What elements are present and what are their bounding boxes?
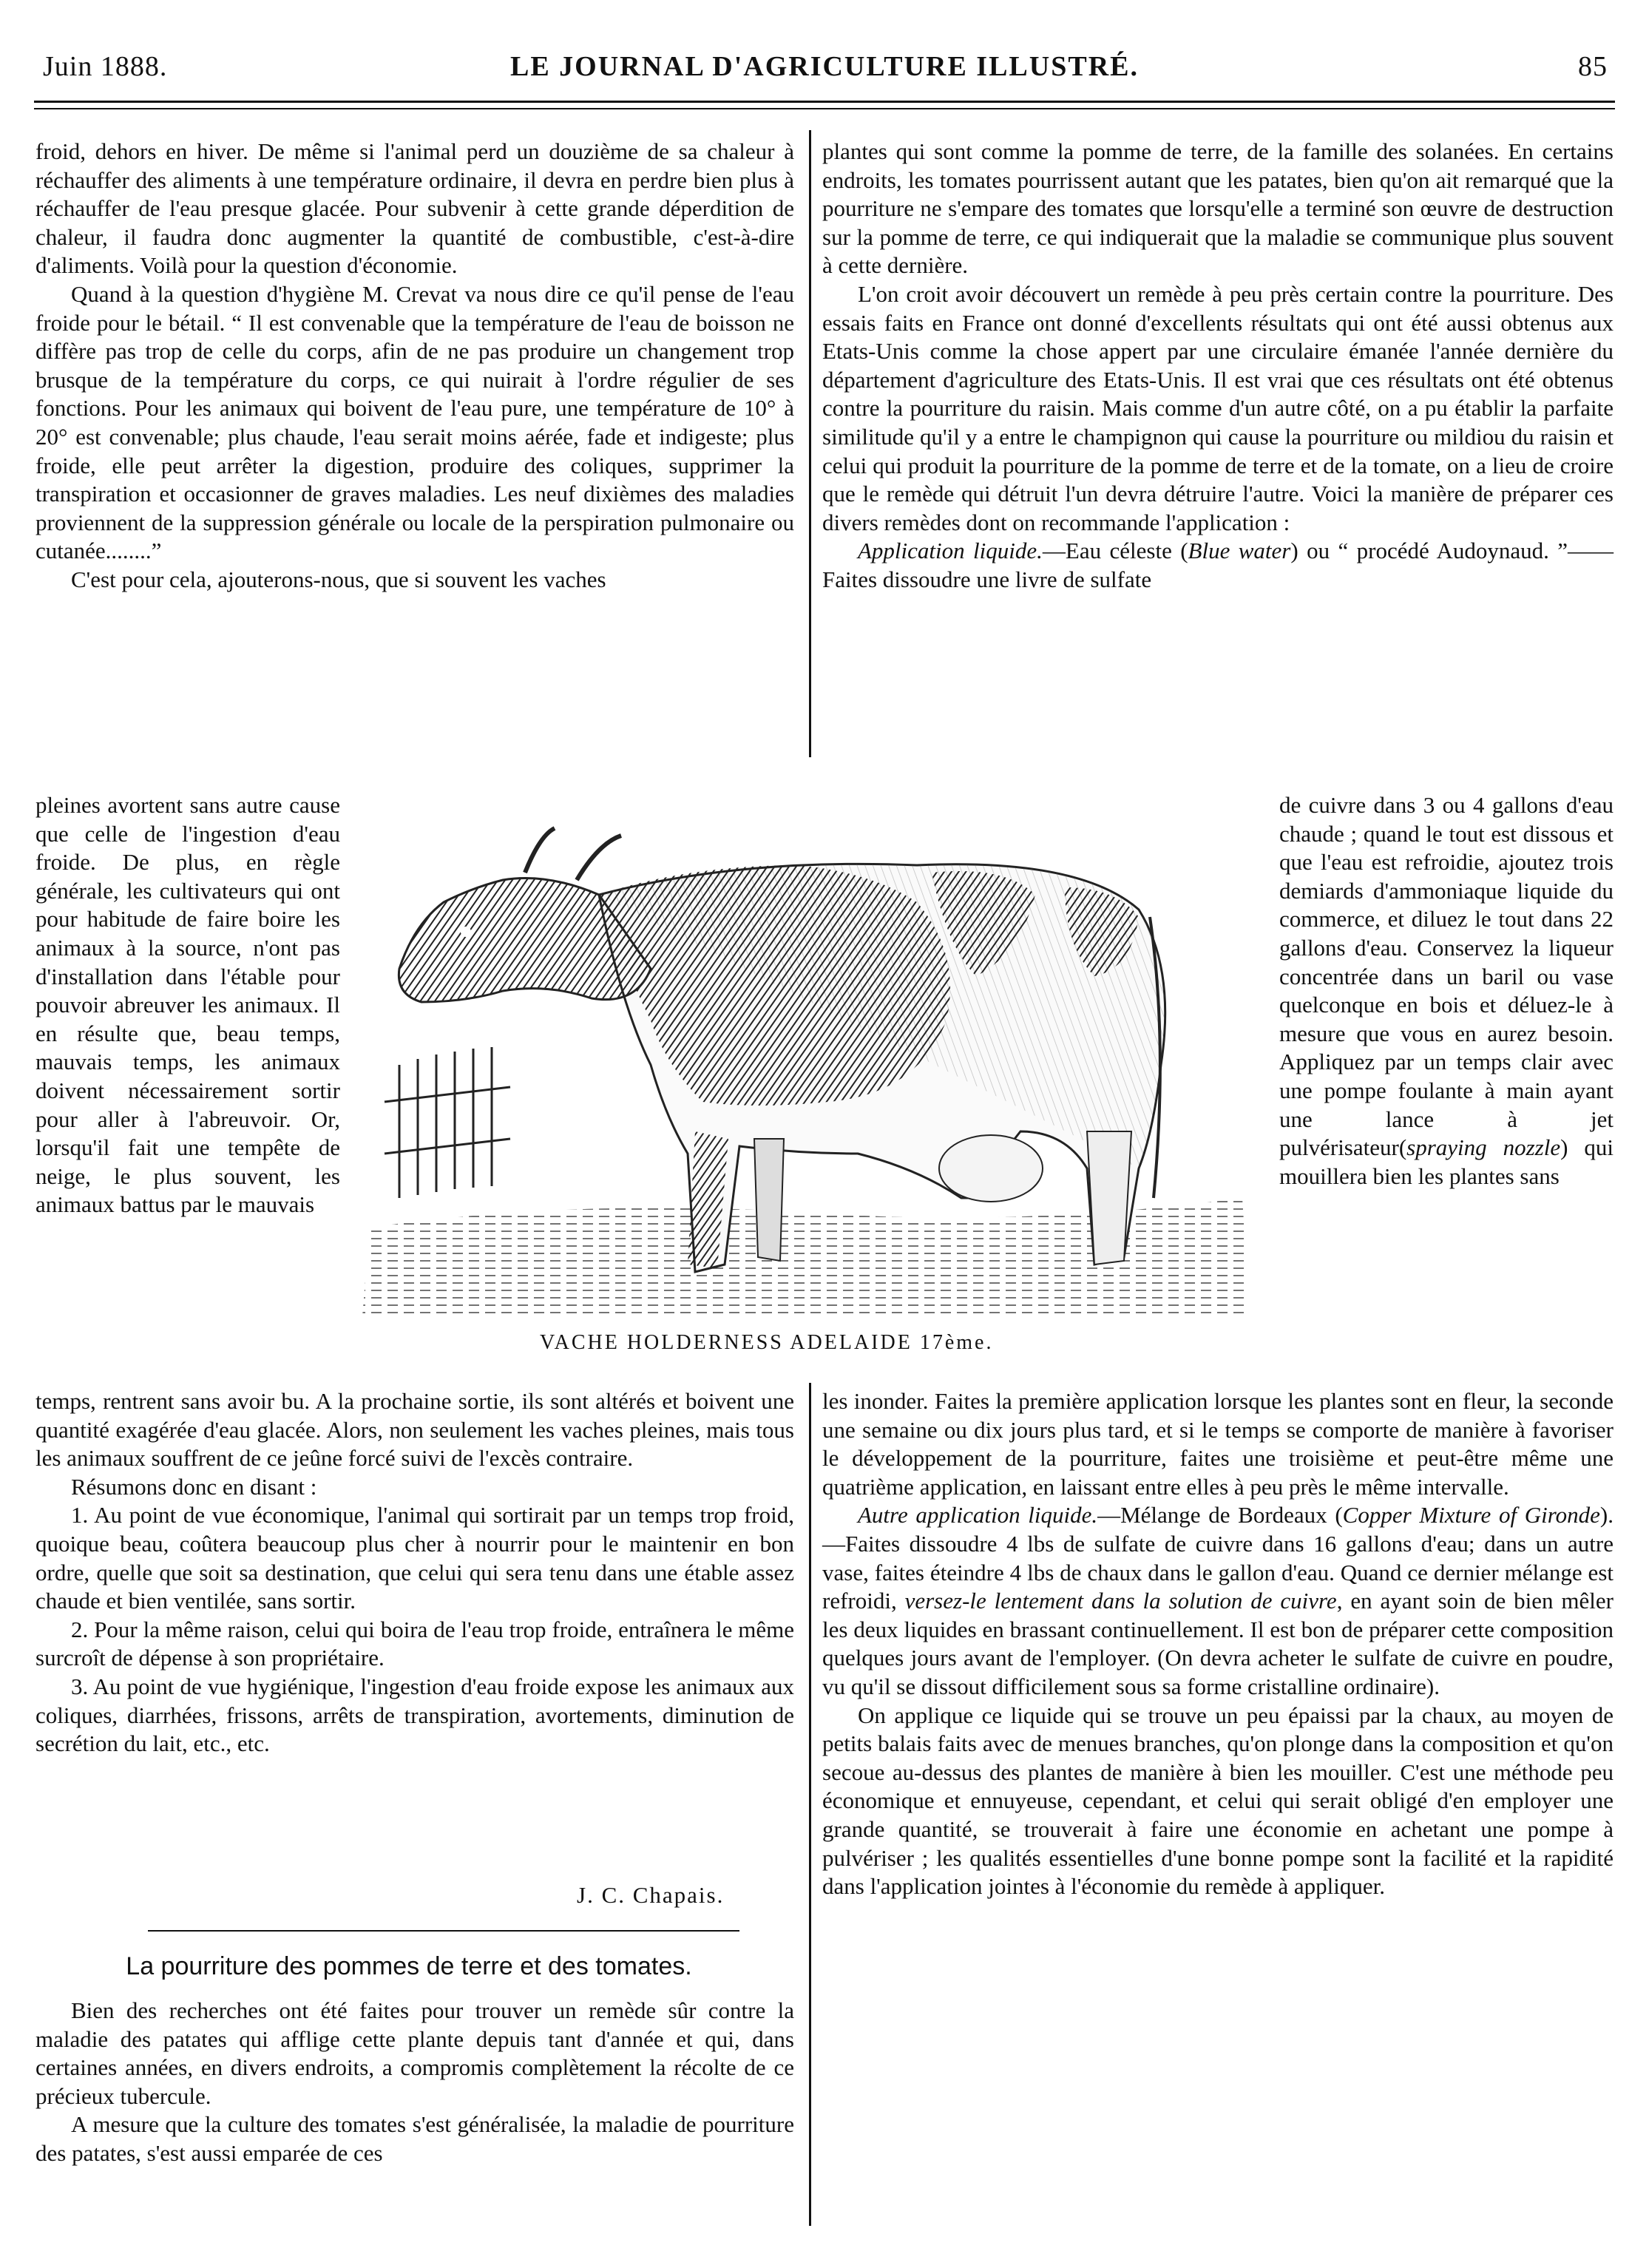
cow-illustration [355, 784, 1272, 1324]
paragraph: L'on croit avoir découvert un remède à peu près certain contre la pourriture. Des essais faits en France ont donné d'excellents résultats qui ont été aussi obtenus aux Etats-Unis comme la chose appert par une circulaire émanée l'année dernière du département d'agriculture des Etats-Unis. Il est vrai que ces résultats ont été obtenus contre la pourriture du raisin. Mais comme d'un autre côté, on a pu établir la parfaite similitude qu'il y a entre le champignon qui cause la pourriture ou mildiou du raisin et celui qui produit la pourriture de la pomme de terre et de la tomate, on a lieu de croire que le remède qui détruit l'un devra détruire l'autre. Voici la manière de préparer ces divers remèdes dont on recommande l'application : [822, 280, 1614, 535]
paragraph: Résumons donc en disant : [71, 1473, 317, 1500]
section-separator [148, 1930, 739, 1932]
column-divider-lower [809, 1383, 811, 2226]
paragraph: A mesure que la culture des tomates s'est généralisée, la maladie de pourriture des patates, s'est aussi emparée de ces [35, 2111, 794, 2166]
text-run: ) ou “ procédé Audoynaud. ”——Faites dissoudre une livre de sulfate [822, 538, 1614, 592]
paragraph [822, 537, 1614, 594]
paragraph [822, 1501, 1614, 1701]
italic-term: spraying nozzle [1406, 1134, 1561, 1161]
cow-eye [461, 927, 471, 937]
left-column-beside-illustration [35, 791, 340, 1219]
paragraph: froid, dehors en hiver. De même si l'animal perd un douzième de sa chaleur à réchauffer des aliments à une température ordinaire, il devra en perdre bien plus à réchauffer de l'eau presque glacée. Pour subvenir à cette grande déperdition de chaleur, il faudra donc augmenter la quantité de combustible, c'est-à-dire d'aliments. Voilà pour la question d'économie. [35, 138, 794, 279]
cow-horns [525, 828, 621, 880]
paragraph: On applique ce liquide qui se trouve un peu épaissi par la chaux, au moyen de petits balais faits avec de menues branches, qu'on plonge dans la composition et qu'on secoue au-dessus des plantes de manière à bien les mouiller. C'est une méthode peu économique et ennuyeuse, cependant, et celui qui serait obligé d'en employer une grande quantité, se trouverait à faire une économie en achetant une pompe à pulvériser ; les qualités essentielles d'une bonne pompe sont la facilité et la rapidité dans l'application jointes à l'économie du remède à appliquer. [822, 1702, 1614, 1900]
cow-udder [939, 1135, 1043, 1202]
italic-term: Copper Mixture of Gironde [1342, 1502, 1600, 1529]
header-rule-thin [34, 108, 1615, 109]
journal-title: LE JOURNAL D'AGRICULTURE ILLUSTRÉ. [509, 51, 1139, 82]
illustration-caption: VACHE HOLDERNESS ADELAIDE 17ème. [540, 1331, 994, 1354]
right-column-lower [822, 1387, 1614, 1901]
text-run: ).—Faites dissoudre 4 lbs de sulfate de cuivre dans 16 gallons d'eau; dans un autre vase, faites éteindre 4 lbs de chaux dans le gallon d'eau. Quand ce dernier mélange est refroidi, [822, 1502, 1614, 1614]
list-item: 2. Pour la même raison, celui qui boira de l'eau trop froide, entraînera le même surcroît de dépense à son propriétaire. [35, 1616, 794, 1671]
text-run: , en ayant soin de bien mêler les deux liquides en brassant continuellement. Il est bon de préparer cette composition quelques jours avant de l'employer. (On devra acheter le sulfate de cuivre en poudre, vu qu'il se dissout difficilement sous sa forme cristalline ordinaire). [822, 1588, 1614, 1699]
italic-heading: Autre application liquide. [858, 1502, 1098, 1529]
text-run: de cuivre dans 3 ou 4 gallons d'eau chaude ; quand le tout est dissous et que l'eau est refroidie, ajoutez trois demiards d'ammoniaque liquide du commerce, et diluez le tout dans 22 gallons d'eau. Conservez la liqueur concentrée dans un baril ou vase quelconque en bois et déluez-le à mesure que vous en aurez besoin. Appliquez par un temps clair avec une pompe foulante à main ayant une lance à jet pulvérisateur( [1279, 792, 1614, 1161]
issue-date: Juin 1888. [43, 51, 168, 82]
cow-leg [754, 1139, 784, 1261]
italic-heading: Application liquide. [858, 538, 1043, 564]
text-run: —Mélange de Bordeaux ( [1097, 1502, 1343, 1529]
paragraph: pleines avortent sans autre cause que celle de l'ingestion d'eau froide. De plus, en règle générale, les cultivateurs qui ont pour habitude de faire boire les animaux à la source, n'ont pas d'installation dans l'étable pour pouvoir abreuver les animaux. Il en résulte que, beau temps, mauvais temps, les animaux doivent nécessairement sortir pour aller à l'abreuvoir. Or, lorsqu'il fait une tempête de neige, le plus souvent, les animaux battus par le mauvais [35, 792, 340, 1218]
section-title: La pourriture des pommes de terre et des tomates. [126, 1952, 692, 1980]
left-column-lower [35, 1387, 794, 1758]
list-item: 1. Au point de vue économique, l'animal qui sortirait par un temps trop froid, quoique beau, coûtera beaucoup plus cher à nourrir pour le maintenir en bon ordre, quelle que soit sa destination, que celui qui sera tenu dans une étable assez chaude et bien ventilée, sans sortir. [35, 1502, 794, 1614]
cow-leg [1087, 1131, 1131, 1265]
article-signature: J. C. Chapais. [577, 1882, 725, 1908]
header-rule [34, 101, 1615, 103]
text-run: —Eau céleste ( [1042, 538, 1188, 564]
text-run: ) qui mouillera bien les plantes sans [1279, 1134, 1614, 1189]
right-column-upper [822, 138, 1614, 595]
right-column-beside-illustration [1279, 791, 1614, 1191]
left-column-upper [35, 138, 794, 595]
italic-term: versez-le lentement dans la solution de cuivre [904, 1588, 1337, 1614]
paragraph: Quand à la question d'hygiène M. Crevat va nous dire ce qu'il pense de l'eau froide pour le bétail. “ Il est convenable que la température de l'eau de boisson ne diffère pas trop de celle du corps, afin de ne pas produire un changement trop brusque de la température du corps, ce qui nuirait à l'ordre régulier de ses fonctions. Pour les animaux qui boivent de l'eau pure, une température de 10° à 20° est convenable; plus chaude, l'eau serait moins aérée, fade et indigeste; plus froide, elle peut arrêter la digestion, produire des coliques, supprimer la transpiration et occasionner de graves maladies. Les neuf dixièmes des maladies proviennent de la suppression générale ou locale de la perspiration pulmonaire ou cutanée........” [35, 280, 794, 564]
paragraph [1279, 791, 1614, 1191]
paragraph: les inonder. Faites la première application lorsque les plantes sont en fleur, la seconde une semaine ou dix jours plus tard, et si le temps se comporte de manière à favoriser le développement de la pourriture, faites une troisième et peut-être même une quatrième application, en laissant entre elles à peu près le même intervalle. [822, 1388, 1614, 1500]
left-column-section [35, 1997, 794, 2168]
paragraph: Bien des recherches ont été faites pour trouver un remède sûr contre la maladie des patates qui afflige cette plante depuis tant d'année et qui, dans certaines années, en divers endroits, a compromis complètement la récolte de ce précieux tubercule. [35, 1997, 794, 2109]
paragraph: plantes qui sont comme la pomme de terre, de la famille des solanées. En certains endroits, les tomates pourrissent autant que les patates, bien qu'on ait remarqué que la pourriture ne s'empare des tomates que lorsqu'elle a terminé son œuvre de destruction sur la pomme de terre, ce qui indiquerait que la maladie se communique plus souvent à cette dernière. [822, 138, 1614, 279]
italic-term: Blue water [1188, 538, 1291, 564]
paragraph: temps, rentrent sans avoir bu. A la prochaine sortie, ils sont altérés et boivent une quantité exagérée d'eau glacée. Alors, non seulement les vaches pleines, mais tous les animaux souffrent de ce jeûne forcé suivi de l'excès contraire. [35, 1388, 794, 1472]
list-item: 3. Au point de vue hygiénique, l'ingestion d'eau froide expose les animaux aux coliques, diarrhées, frissons, arrêts de transpiration, avortements, diminution de secrétion du lait, etc., etc. [35, 1673, 794, 1757]
column-divider-upper [809, 130, 811, 757]
page-number: 85 [1578, 51, 1608, 82]
fence [385, 1047, 510, 1198]
paragraph: C'est pour cela, ajouterons-nous, que si souvent les vaches [71, 566, 606, 592]
